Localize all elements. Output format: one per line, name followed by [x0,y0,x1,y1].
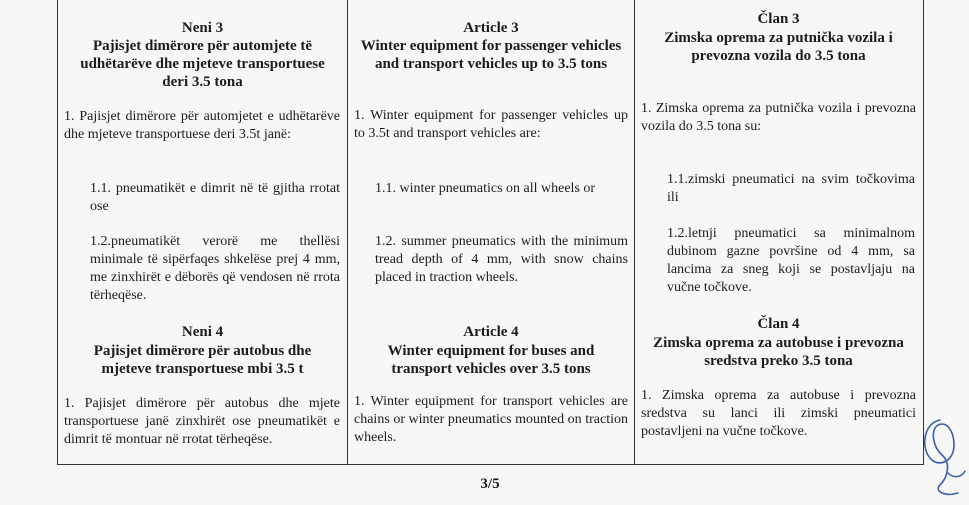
signature-mark [918,415,968,505]
article-4-title-sq: Pajisjet dimërore për autobus dhe mjeteve transportuese mbi 3.5 t [93,343,312,377]
table-border-left [57,0,58,465]
article-3-title-en: Winter equipment for passenger vehicles and transport vehicles up to 3.5 tons [360,38,622,72]
article-3-para-1-2-sq: 1.2.pneumatikët verorë me thellësi minimale të sipërfaqes shkelëse prej 4 mm, me zinxhirët e dëborës që vendosen në rrota tërheqëse. [90,234,340,303]
article-4-number-sq: Neni 4 [181,324,224,340]
article-4-number-en: Article 4 [463,324,519,340]
article-4-para-1-en: 1. Winter equipment for transport vehicles are chains or winter pneumatics mounted on traction wheels. [354,394,628,445]
article-3-title-sq: Pajisjet dimërore për automjete të udhëtarëve dhe mjeteve transportuese deri 3.5 tona [80,38,325,90]
article-3-number-en: Article 3 [463,20,519,36]
column-divider-1 [347,0,348,465]
article-4-title-en: Winter equipment for buses and transport vehicles over 3.5 tons [387,343,595,377]
article-4-number-sr: Član 4 [757,316,800,332]
article-3-para-1-1-sr: 1.1.zimski pneumatici na svim točkovima ili [667,172,915,205]
article-3-para-1-2-sr: 1.2.letnji pneumatici sa minimalnom dubinom gazne površine od 4 mm, sa lancima za sneg koji se postavljaju na vučne točkove. [667,226,915,295]
table-border-bottom [57,464,924,465]
table-border-right [923,0,924,465]
article-4-para-1-sr: 1. Zimska oprema za autobuse i prevozna sredstva su lanci ili zimski pneumatici postavljeni na vučne točkove. [641,388,916,439]
article-4-para-1-sq: 1. Pajisjet dimërore për autobus dhe mjete transportuese janë zinxhirët ose pneumatikët e dimrit të montuar në rrotat tërheqëse. [64,396,340,447]
article-3-para-1-2-en: 1.2. summer pneumatics with the minimum tread depth of 4 mm, with snow chains placed in traction wheels. [375,234,628,285]
article-3-para-1-1-sq: 1.1. pneumatikët e dimrit në të gjitha rrotat ose [90,181,340,214]
article-4-title-sr: Zimska oprema za autobuse i prevozna sredstva preko 3.5 tona [653,335,904,369]
article-3-para-1-1-en: 1.1. winter pneumatics on all wheels or [375,181,596,196]
page-number: 3/5 [480,476,500,492]
article-3-number-sq: Neni 3 [181,20,224,36]
article-3-para-1-sr: 1. Zimska oprema za putnička vozila i prevozna vozila do 3.5 tona su: [641,101,916,134]
article-3-para-1-en: 1. Winter equipment for passenger vehicles up to 3.5t and transport vehicles are: [354,108,628,141]
column-divider-2 [634,0,635,465]
article-3-title-sr: Zimska oprema za putnička vozila i prevozna vozila do 3.5 tona [664,30,893,64]
article-3-number-sr: Član 3 [757,11,800,27]
article-3-para-1-sq: 1. Pajisjet dimërore për automjetet e udhëtarëve dhe mjeteve transportuese deri 3.5t janë: [64,109,340,142]
